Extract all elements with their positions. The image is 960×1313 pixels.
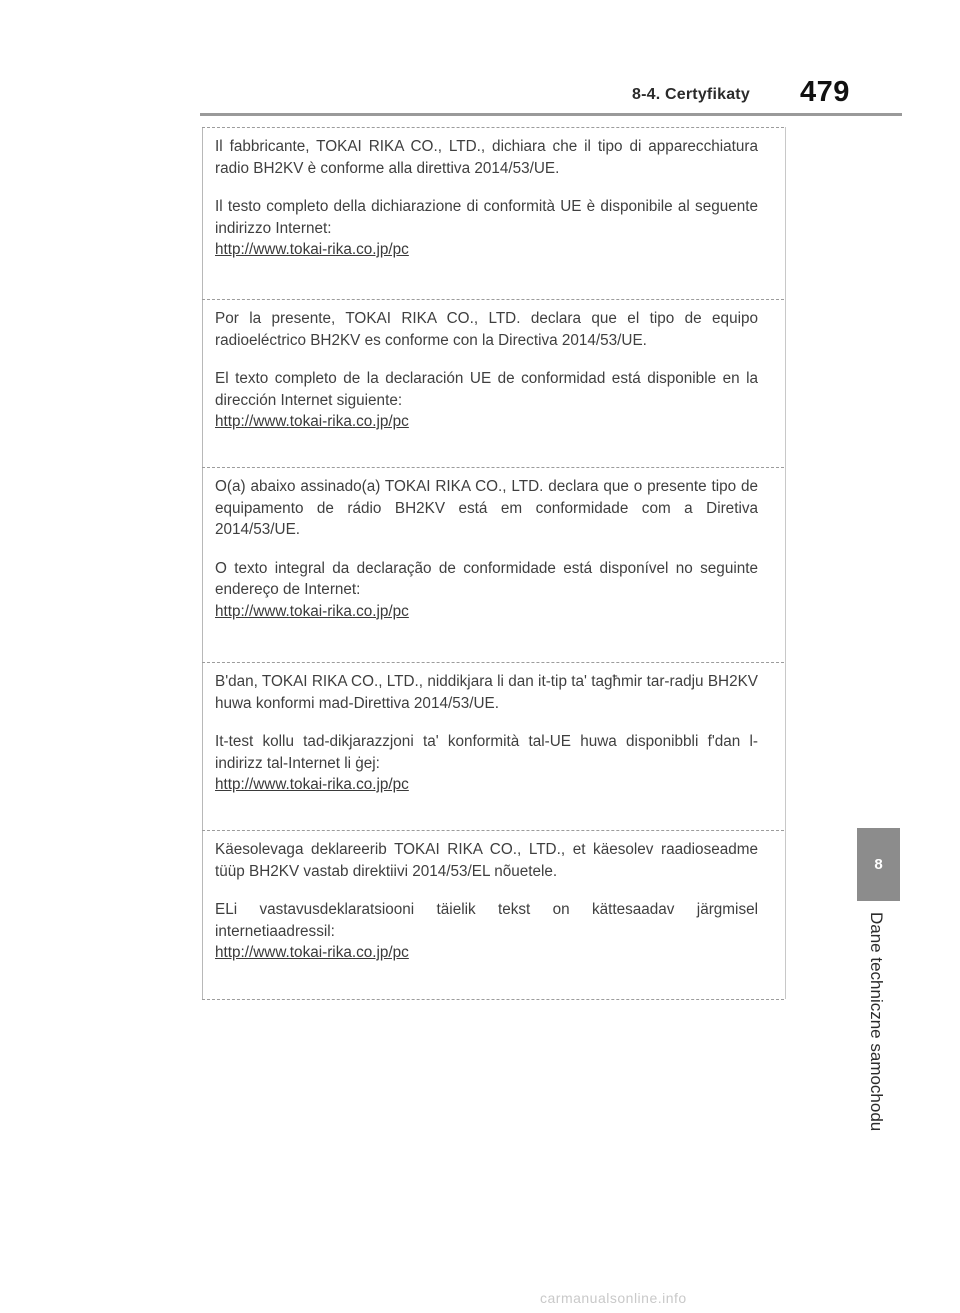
declaration-maltese [202,662,784,830]
declaration-estonian [202,830,784,1000]
header-divider [200,113,902,116]
declaration-link[interactable]: http://www.tokai-rika.co.jp/pc [215,776,409,793]
declaration-link[interactable]: http://www.tokai-rika.co.jp/pc [215,944,409,961]
chapter-label: Dane techniczne samochodu [867,912,886,1132]
declaration-text: O(a) abaixo assinado(a) TOKAI RIKA CO., LTD. declara que o presente tipo de equipamento de rádio BH2KV está em conformidade com a Diretiva 2014/53/UE. [215,478,758,538]
declaration-link[interactable]: http://www.tokai-rika.co.jp/pc [215,602,409,620]
declaration-text: Käesolevaga deklareerib TOKAI RIKA CO., LTD., et käesolev raadioseadme tüüp BH2KV vastab direktiivi 2014/53/EL nõuetele. [215,841,758,880]
declaration-link[interactable]: http://www.tokai-rika.co.jp/pc [215,241,409,258]
availability-text: El texto completo de la declaración UE de conformidad está disponible en la dirección Internet siguiente: [215,370,758,409]
declaration-text: Il fabbricante, TOKAI RIKA CO., LTD., dichiara che il tipo di apparecchiatura radio BH2KV è conforme alla direttiva 2014/53/UE. [215,138,758,177]
declaration-text: B'dan, TOKAI RIKA CO., LTD., niddikjara li dan it-tip ta' tagħmir tar-radju BH2KV huwa konformi mad-Direttiva 2014/53/UE. [215,673,758,712]
availability-text: Il testo completo della dichiarazione di conformità UE è disponibile al seguente indirizzo Internet: [215,198,758,237]
declaration-portuguese [202,467,784,662]
availability-text: O texto integral da declaração de conformidade está disponível no seguinte endereço de Internet: [215,559,758,598]
availability-text: ELi vastavusdeklaratsiooni täielik tekst on kättesaadav järgmisel internetiaadressil: [215,901,758,940]
availability-text: It-test kollu tad-dikjarazzjoni ta' konformità tal-UE huwa disponibbli f'dan l-indirizz tal-Internet li ġej: [215,733,758,772]
page-number: 479 [800,76,850,108]
declaration-link[interactable]: http://www.tokai-rika.co.jp/pc [215,413,409,430]
declaration-spanish [202,299,784,467]
declaration-text: Por la presente, TOKAI RIKA CO., LTD. declara que el tipo de equipo radioeléctrico BH2KV es conforme con la Directiva 2014/53/UE. [215,310,758,349]
chapter-tab[interactable]: 8 [857,828,900,901]
declaration-italian [202,127,784,299]
section-title: 8-4. Certyfikaty [632,86,750,103]
watermark: carmanualsonline.info [540,1290,687,1306]
